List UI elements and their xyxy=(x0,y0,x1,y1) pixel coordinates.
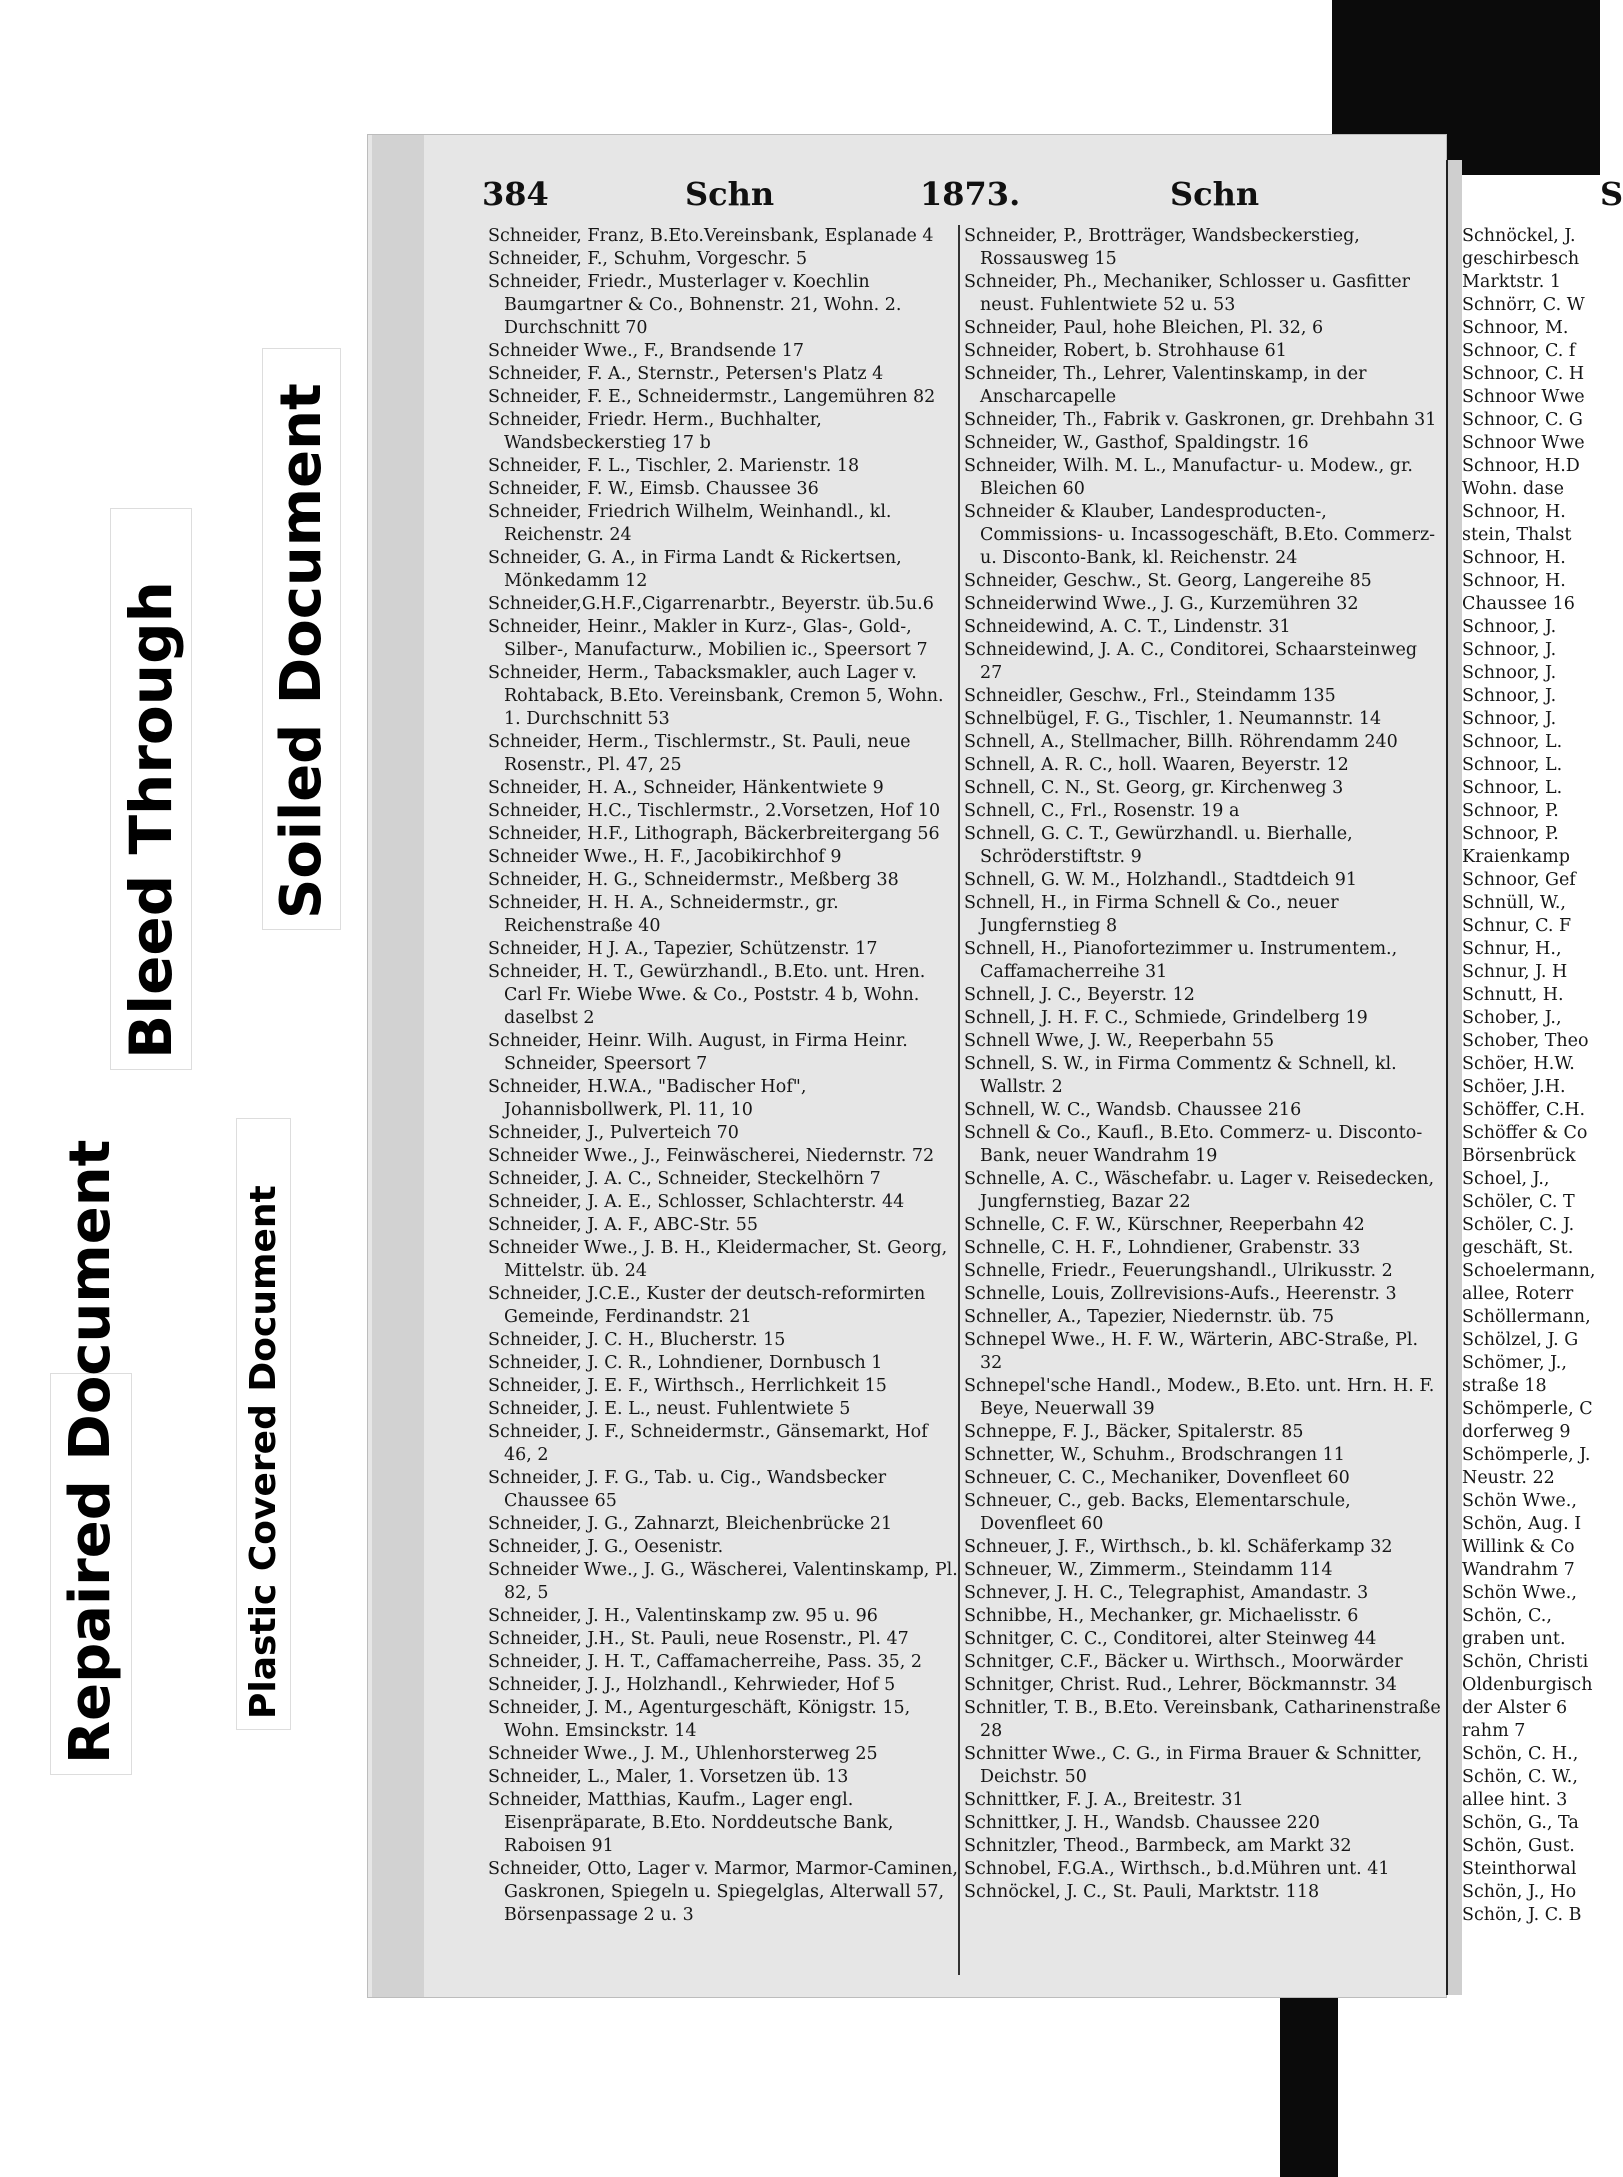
directory-entry: Schneuer, C., geb. Backs, Elementarschule, Dovenfleet 60 xyxy=(964,1491,1351,1534)
directory-entry: Schneider, J. G., Oesenistr. xyxy=(488,1537,724,1557)
directory-entry: dorferweg 9 xyxy=(1462,1422,1571,1442)
directory-entry: Schnelle, A. C., Wäschefabr. u. Lager v. Reisedecken, Jungfernstieg, Bazar 22 xyxy=(964,1169,1435,1212)
directory-entry: Schnelle, C. F. W., Kürschner, Reeperbahn 42 xyxy=(964,1215,1365,1235)
directory-entry: Schnitger, C.F., Bäcker u. Wirthsch., Moorwärder xyxy=(964,1652,1403,1672)
directory-entry: Schnoor, H. xyxy=(1462,548,1566,568)
directory-entry: Schnoor, L. xyxy=(1462,732,1563,752)
directory-entry: Steinthorwal xyxy=(1462,1859,1577,1879)
directory-entry: Wandrahm 7 xyxy=(1462,1560,1575,1580)
repaired-document-label: Repaired Document xyxy=(50,1373,132,1775)
directory-entry: Schneider, J. F. G., Tab. u. Cig., Wandsbecker Chaussee 65 xyxy=(488,1468,887,1511)
directory-entry: Schneider, J. M., Agenturgeschäft, Königstr. 15, Wohn. Emsinckstr. 14 xyxy=(488,1698,911,1741)
directory-entry: Schneider, J. E. L., neust. Fuhlentwiete 5 xyxy=(488,1399,851,1419)
directory-entry: Kraienkamp xyxy=(1462,847,1570,867)
directory-entry: Schneider, J. J., Holzhandl., Kehrwieder, Hof 5 xyxy=(488,1675,896,1695)
directory-entry: Schneider & Klauber, Landesproducten-, Commissions- u. Incassogeschäft, B.Eto. Commerz- u. Disconto-Bank, kl. Reichenstr. 24 xyxy=(964,502,1436,568)
directory-entry: Schneider, Th., Lehrer, Valentinskamp, in der Anscharcapelle xyxy=(964,364,1367,407)
directory-entry: Schneider, Otto, Lager v. Marmor, Marmor-Caminen, Gaskronen, Spiegeln u. Spiegelglas, Alterwall 57, Börsenpassage 2 u. 3 xyxy=(488,1859,958,1925)
directory-entry: Schnoor, H.D xyxy=(1462,456,1580,476)
directory-entry: Chaussee 16 xyxy=(1462,594,1575,614)
directory-entry: Schön, J., Ho xyxy=(1462,1882,1577,1902)
directory-entry: Schnitler, T. B., B.Eto. Vereinsbank, Catharinenstraße 28 xyxy=(964,1698,1441,1741)
directory-entry: Schnelle, C. H. F., Lohndiener, Grabenstr. 33 xyxy=(964,1238,1361,1258)
directory-entry: graben unt. xyxy=(1462,1629,1566,1649)
directory-entry: Schömer, J., xyxy=(1462,1353,1567,1373)
directory-entry: Schneider, Franz, B.Eto.Vereinsbank, Esplanade 4 xyxy=(488,226,934,246)
directory-entry: Schneider, L., Maler, 1. Vorsetzen üb. 13 xyxy=(488,1767,849,1787)
directory-entry: Schneidler, Geschw., Frl., Steindamm 135 xyxy=(964,686,1336,706)
directory-entry: Schnell, W. C., Wandsb. Chaussee 216 xyxy=(964,1100,1302,1120)
directory-entry: Schöler, C. T xyxy=(1462,1192,1575,1212)
directory-entry: Schneider, J.H., St. Pauli, neue Rosenstr., Pl. 47 xyxy=(488,1629,909,1649)
directory-entry: Schnepel Wwe., H. F. W., Wärterin, ABC-Straße, Pl. 32 xyxy=(964,1330,1419,1373)
directory-entry: Schnoor, H. xyxy=(1462,571,1566,591)
directory-entry: rahm 7 xyxy=(1462,1721,1526,1741)
directory-entry: Schnoor, C. f xyxy=(1462,341,1576,361)
directory-entry: Schneider, F. E., Schneidermstr., Langemühren 82 xyxy=(488,387,936,407)
directory-entry: Schneider, J. C. H., Blucherstr. 15 xyxy=(488,1330,786,1350)
directory-entry: Schneider Wwe., J. B. H., Kleidermacher, St. Georg, Mittelstr. üb. 24 xyxy=(488,1238,948,1281)
directory-entry: Schnoor, J. xyxy=(1462,617,1557,637)
directory-entry: Schöer, J.H. xyxy=(1462,1077,1566,1097)
directory-entry: Schnoor, J. xyxy=(1462,663,1557,683)
directory-entry: Schöffer, C.H. xyxy=(1462,1100,1586,1120)
directory-entry: Schön, Aug. I xyxy=(1462,1514,1582,1534)
directory-entry: Schnörr, C. W xyxy=(1462,295,1585,315)
directory-entry: Schnoor, J. xyxy=(1462,686,1557,706)
directory-entry: Schnell, H., in Firma Schnell & Co., neuer Jungfernstieg 8 xyxy=(964,893,1339,936)
directory-entry: Schneider, G. A., in Firma Landt & Rickertsen, Mönkedamm 12 xyxy=(488,548,902,591)
directory-entry: Schnell, G. W. M., Holzhandl., Stadtdeich 91 xyxy=(964,870,1357,890)
directory-entry: Schön, Gust. xyxy=(1462,1836,1575,1856)
directory-entry: Schneider,G.H.F.,Cigarrenarbtr., Beyerstr. üb.5u.6 xyxy=(488,594,934,614)
directory-entry: Schnell & Co., Kaufl., B.Eto. Commerz- u. Disconto-Bank, neuer Wandrahm 19 xyxy=(964,1123,1423,1166)
directory-entry: Schneider, J.C.E., Kuster der deutsch-reformirten Gemeinde, Ferdinandstr. 21 xyxy=(488,1284,926,1327)
directory-entry: Schnoor, Gef xyxy=(1462,870,1576,890)
directory-entry: Schneider, H.C., Tischlermstr., 2.Vorsetzen, Hof 10 xyxy=(488,801,941,821)
directory-entry: Schneider, Paul, hohe Bleichen, Pl. 32, 6 xyxy=(964,318,1324,338)
directory-entry: Schneider, J. G., Zahnarzt, Bleichenbrücke 21 xyxy=(488,1514,893,1534)
directory-entry: Schneider, Friedr. Herm., Buchhalter, Wandsbeckerstieg 17 b xyxy=(488,410,822,453)
directory-entry: Schnittker, F. J. A., Breitestr. 31 xyxy=(964,1790,1244,1810)
directory-entry: Schoelermann, xyxy=(1462,1261,1596,1281)
directory-entry: Schnibbe, H., Mechanker, gr. Michaelisstr. 6 xyxy=(964,1606,1359,1626)
directory-column-left xyxy=(488,225,958,1975)
directory-entry: Schneider Wwe., J. G., Wäscherei, Valentinskamp, Pl. 82, 5 xyxy=(488,1560,958,1603)
directory-entry: geschirbesch xyxy=(1462,249,1580,269)
soiled-document-label: Soiled Document xyxy=(262,348,341,930)
directory-entry: Schneider, H. A., Schneider, Hänkentwiete 9 xyxy=(488,778,884,798)
directory-entry: Schön, Christi xyxy=(1462,1652,1589,1672)
directory-entry: Marktstr. 1 xyxy=(1462,272,1562,292)
directory-entry: Schneider, J. A. F., ABC-Str. 55 xyxy=(488,1215,759,1235)
directory-entry: Schnell, C. N., St. Georg, gr. Kirchenweg 3 xyxy=(964,778,1344,798)
directory-entry: Schneider, J. F., Schneidermstr., Gänsemarkt, Hof 46, 2 xyxy=(488,1422,928,1465)
directory-entry: Schober, J., xyxy=(1462,1008,1562,1028)
directory-entry: Schnoor, C. H xyxy=(1462,364,1585,384)
directory-entry: der Alster 6 xyxy=(1462,1698,1568,1718)
directory-entry: Schömperle, J. xyxy=(1462,1445,1591,1465)
directory-entry: straße 18 xyxy=(1462,1376,1547,1396)
directory-entry: Schoel, J., xyxy=(1462,1169,1550,1189)
directory-entry: Schneider, J. C. R., Lohndiener, Dornbusch 1 xyxy=(488,1353,883,1373)
directory-entry: Schnell, A. R. C., holl. Waaren, Beyerstr. 12 xyxy=(964,755,1349,775)
directory-entry: Schneider, Matthias, Kaufm., Lager engl. Eisenpräparate, B.Eto. Norddeutsche Bank, Raboisen 91 xyxy=(488,1790,894,1856)
directory-entry: allee hint. 3 xyxy=(1462,1790,1568,1810)
directory-entry: geschäft, St. xyxy=(1462,1238,1574,1258)
directory-entry: Börsenbrück xyxy=(1462,1146,1576,1166)
directory-entry: Schneider, J. A. C., Schneider, Steckelhörn 7 xyxy=(488,1169,881,1189)
directory-entry: Schnoor, L. xyxy=(1462,778,1563,798)
directory-entry: Schnitger, Christ. Rud., Lehrer, Böckmannstr. 34 xyxy=(964,1675,1397,1695)
directory-entry: Schneider, Herm., Tischlermstr., St. Pauli, neue Rosenstr., Pl. 47, 25 xyxy=(488,732,911,775)
directory-entry: Schneider, F., Schuhm, Vorgeschr. 5 xyxy=(488,249,808,269)
directory-entry: Schneider, J. H. T., Caffamacherreihe, Pass. 35, 2 xyxy=(488,1652,922,1672)
directory-entry: Schnell, J. H. F. C., Schmiede, Grindelberg 19 xyxy=(964,1008,1368,1028)
directory-entry: Schnoor, J. xyxy=(1462,709,1557,729)
bleed-through-label: Bleed Through xyxy=(110,508,192,1070)
directory-entry: Schneuer, C. C., Mechaniker, Dovenfleet 60 xyxy=(964,1468,1350,1488)
directory-entry: Schneidewind, J. A. C., Conditorei, Schaarsteinweg 27 xyxy=(964,640,1418,683)
plastic-covered-label: Plastic Covered Document xyxy=(236,1118,291,1730)
directory-entry: Schnitter Wwe., C. G., in Firma Brauer & Schnitter, Deichstr. 50 xyxy=(964,1744,1423,1787)
directory-entry: Schnell, H., Pianofortezimmer u. Instrumentem., Caffamacherreihe 31 xyxy=(964,939,1398,982)
directory-entry: Schnitger, C. C., Conditorei, alter Steinweg 44 xyxy=(964,1629,1377,1649)
directory-entry: Schneider, Th., Fabrik v. Gaskronen, gr. Drehbahn 31 xyxy=(964,410,1437,430)
directory-entry: Schöllermann, xyxy=(1462,1307,1591,1327)
directory-entry: Schnöckel, J. xyxy=(1462,226,1576,246)
directory-entry: Schnutt, H. xyxy=(1462,985,1564,1005)
page-gutter xyxy=(1446,160,1462,1995)
directory-entry: Schneider, W., Gasthof, Spaldingstr. 16 xyxy=(964,433,1309,453)
directory-entry: Schnelle, Louis, Zollrevisions-Aufs., Heerenstr. 3 xyxy=(964,1284,1397,1304)
directory-entry: Schnoor, P. xyxy=(1462,801,1559,821)
directory-entry: Schneider Wwe., J. M., Uhlenhorsterweg 25 xyxy=(488,1744,878,1764)
directory-entry: Schömperle, C xyxy=(1462,1399,1593,1419)
directory-entry: Schneider, J., Pulverteich 70 xyxy=(488,1123,739,1143)
directory-entry: Schön, G., Ta xyxy=(1462,1813,1579,1833)
directory-entry: Schön, C. W., xyxy=(1462,1767,1578,1787)
directory-entry: Schön Wwe., xyxy=(1462,1491,1577,1511)
directory-entry: Schneider, Friedrich Wilhelm, Weinhandl., kl. Reichenstr. 24 xyxy=(488,502,892,545)
directory-entry: Schneider, Geschw., St. Georg, Langereihe 85 xyxy=(964,571,1372,591)
directory-entry: Schöffer & Co xyxy=(1462,1123,1588,1143)
directory-entry: Schneiderwind Wwe., J. G., Kurzemühren 32 xyxy=(964,594,1359,614)
directory-entry: Schneider, F. W., Eimsb. Chaussee 36 xyxy=(488,479,819,499)
directory-entry: Schneider, J. E. F., Wirthsch., Herrlichkeit 15 xyxy=(488,1376,887,1396)
directory-entry: Schnoor, P. xyxy=(1462,824,1559,844)
year-heading: 1873. xyxy=(920,175,1021,213)
directory-entry: Schneider, Friedr., Musterlager v. Koechlin Baumgartner & Co., Bohnenstr. 21, Wohn. 2. Durchschnitt 70 xyxy=(488,272,902,338)
directory-entry: Schnell, S. W., in Firma Commentz & Schnell, kl. Wallstr. 2 xyxy=(964,1054,1397,1097)
next-page-head: S xyxy=(1600,175,1623,213)
directory-entry: Schnoor, H. xyxy=(1462,502,1566,522)
directory-entry: Schneider, Herm., Tabacksmakler, auch Lager v. Rohtaback, B.Eto. Vereinsbank, Cremon 5, Wohn. 1. Durchschnitt 53 xyxy=(488,663,944,729)
directory-entry: Schöer, H.W. xyxy=(1462,1054,1575,1074)
directory-entry: Schnell, J. C., Beyerstr. 12 xyxy=(964,985,1195,1005)
running-head-right: Schn xyxy=(1170,175,1260,213)
running-head-left: Schn xyxy=(685,175,775,213)
directory-entry: Schneider, Robert, b. Strohhause 61 xyxy=(964,341,1287,361)
directory-entry: Schneider, H. H. A., Schneidermstr., gr. Reichenstraße 40 xyxy=(488,893,839,936)
directory-entry: Willink & Co xyxy=(1462,1537,1575,1557)
directory-entry: Schneider, F. A., Sternstr., Petersen's Platz 4 xyxy=(488,364,884,384)
directory-entry: Schneider, F. L., Tischler, 2. Marienstr. 18 xyxy=(488,456,860,476)
directory-entry: Schneider Wwe., J., Feinwäscherei, Niedernstr. 72 xyxy=(488,1146,935,1166)
directory-entry: Schnobel, F.G.A., Wirthsch., b.d.Mühren unt. 41 xyxy=(964,1859,1390,1879)
directory-entry: Schneider, H J. A., Tapezier, Schützenstr. 17 xyxy=(488,939,878,959)
directory-entry: Schnell, A., Stellmacher, Billh. Röhrendamm 240 xyxy=(964,732,1398,752)
directory-entry: Schnitzler, Theod., Barmbeck, am Markt 32 xyxy=(964,1836,1352,1856)
directory-entry: Schneider, J. H., Valentinskamp zw. 95 u. 96 xyxy=(488,1606,878,1626)
directory-entry: Schnoor, J. xyxy=(1462,640,1557,660)
directory-entry: Oldenburgisch xyxy=(1462,1675,1593,1695)
directory-entry: Schnoor Wwe xyxy=(1462,433,1585,453)
directory-entry: Schneider, Heinr. Wilh. August, in Firma Heinr. Schneider, Speersort 7 xyxy=(488,1031,908,1074)
directory-column-right-fragment xyxy=(1462,225,1597,1975)
page-binding-edge xyxy=(372,135,424,1997)
directory-entry: Schnoor Wwe xyxy=(1462,387,1585,407)
directory-entry: Schön Wwe., xyxy=(1462,1583,1577,1603)
directory-column-middle xyxy=(958,225,1442,1975)
directory-entry: Schneider, Ph., Mechaniker, Schlosser u. Gasfitter neust. Fuhlentwiete 52 u. 53 xyxy=(964,272,1411,315)
directory-entry: Schnever, J. H. C., Telegraphist, Amandastr. 3 xyxy=(964,1583,1369,1603)
directory-entry: Schneider, H.W.A., "Badischer Hof", Johannisbollwerk, Pl. 11, 10 xyxy=(488,1077,807,1120)
directory-entry: Schneider, J. A. E., Schlosser, Schlachterstr. 44 xyxy=(488,1192,905,1212)
directory-entry: Wohn. dase xyxy=(1462,479,1564,499)
directory-entry: stein, Thalst xyxy=(1462,525,1572,545)
directory-entry: Schneller, A., Tapezier, Niedernstr. üb. 75 xyxy=(964,1307,1335,1327)
directory-entry: Schneppe, F. J., Bäcker, Spitalerstr. 85 xyxy=(964,1422,1304,1442)
directory-entry: Schnell, G. C. T., Gewürzhandl. u. Bierhalle, Schröderstiftstr. 9 xyxy=(964,824,1353,867)
directory-entry: Schnetter, W., Schuhm., Brodschrangen 11 xyxy=(964,1445,1345,1465)
directory-entry: Schneuer, W., Zimmerm., Steindamm 114 xyxy=(964,1560,1333,1580)
directory-entry: Schneider Wwe., H. F., Jacobikirchhof 9 xyxy=(488,847,842,867)
directory-entry: Schnelle, Friedr., Feuerungshandl., Ulrikusstr. 2 xyxy=(964,1261,1393,1281)
directory-entry: Schnell Wwe, J. W., Reeperbahn 55 xyxy=(964,1031,1275,1051)
directory-entry: Schön, C. H., xyxy=(1462,1744,1579,1764)
directory-entry: Schnüll, W., xyxy=(1462,893,1566,913)
directory-entry: Schneider, Heinr., Makler in Kurz-, Glas-, Gold-, Silber-, Manufacturw., Mobilien ic., Speersort 7 xyxy=(488,617,928,660)
directory-entry: Schnur, H., xyxy=(1462,939,1562,959)
directory-entry: Schön, J. C. B xyxy=(1462,1905,1582,1925)
directory-entry: Schneider, H. G., Schneidermstr., Meßberg 38 xyxy=(488,870,899,890)
directory-entry: Schneider, Wilh. M. L., Manufactur- u. Modew., gr. Bleichen 60 xyxy=(964,456,1413,499)
directory-entry: Schneider, P., Brotträger, Wandsbeckerstieg, Rossausweg 15 xyxy=(964,226,1360,269)
directory-entry: Schnoor, C. G xyxy=(1462,410,1583,430)
directory-entry: Schöler, C. J. xyxy=(1462,1215,1575,1235)
directory-entry: Schober, Theo xyxy=(1462,1031,1589,1051)
directory-entry: allee, Roterr xyxy=(1462,1284,1574,1304)
directory-entry: Schneidewind, A. C. T., Lindenstr. 31 xyxy=(964,617,1291,637)
directory-entry: Schnoor, M. xyxy=(1462,318,1569,338)
directory-entry: Schölzel, J. G xyxy=(1462,1330,1579,1350)
directory-entry: Schnepel'sche Handl., Modew., B.Eto. unt. Hrn. H. F. Beye, Neuerwall 39 xyxy=(964,1376,1435,1419)
directory-entry: Schneider, H. T., Gewürzhandl., B.Eto. unt. Hren. Carl Fr. Wiebe Wwe. & Co., Poststr. 4 b, Wohn. daselbst 2 xyxy=(488,962,926,1028)
directory-entry: Schneuer, J. F., Wirthsch., b. kl. Schäferkamp 32 xyxy=(964,1537,1393,1557)
directory-entry: Schnelbügel, F. G., Tischler, 1. Neumannstr. 14 xyxy=(964,709,1382,729)
page-number: 384 xyxy=(482,175,549,213)
directory-entry: Schnell, C., Frl., Rosenstr. 19 a xyxy=(964,801,1240,821)
directory-entry: Schnittker, J. H., Wandsb. Chaussee 220 xyxy=(964,1813,1320,1833)
directory-entry: Neustr. 22 xyxy=(1462,1468,1555,1488)
directory-entry: Schön, C., xyxy=(1462,1606,1552,1626)
directory-entry: Schnoor, L. xyxy=(1462,755,1563,775)
directory-entry: Schnur, C. F xyxy=(1462,916,1572,936)
directory-entry: Schneider, H.F., Lithograph, Bäckerbreitergang 56 xyxy=(488,824,940,844)
directory-entry: Schnöckel, J. C., St. Pauli, Marktstr. 118 xyxy=(964,1882,1320,1902)
directory-entry: Schnur, J. H xyxy=(1462,962,1568,982)
directory-entry: Schneider Wwe., F., Brandsende 17 xyxy=(488,341,805,361)
